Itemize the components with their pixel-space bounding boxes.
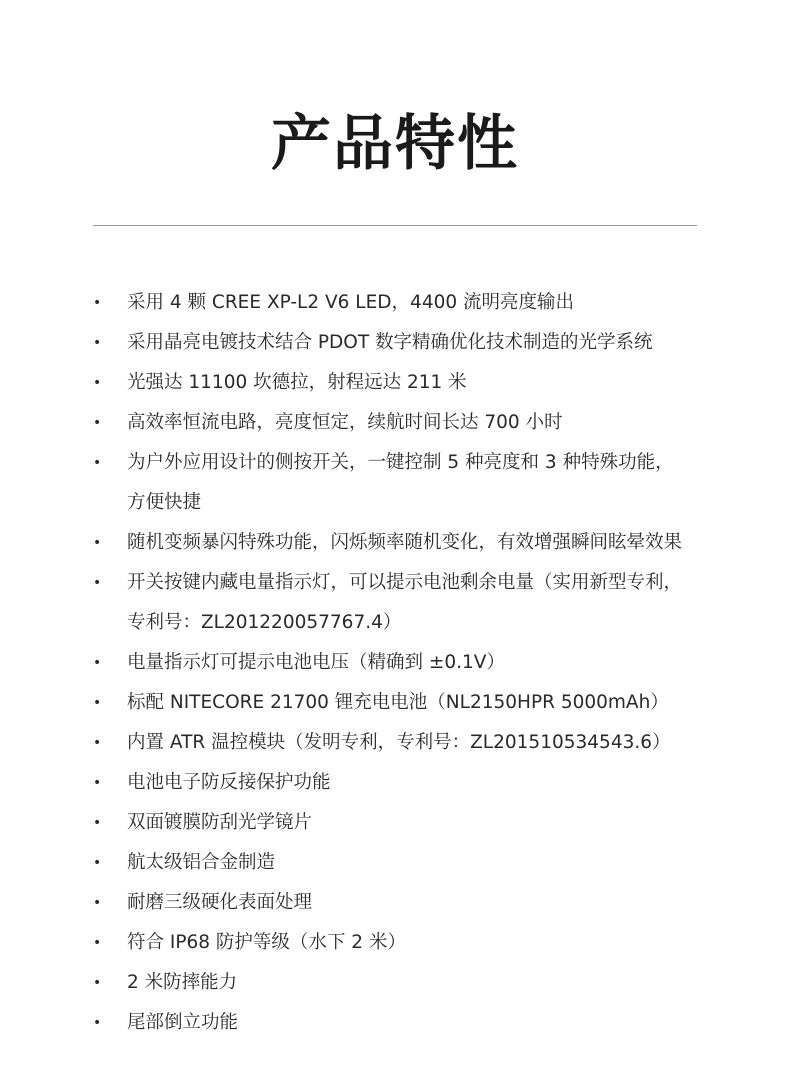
bullet-icon: •	[93, 815, 102, 831]
feature-item	[93, 923, 713, 963]
feature-text: 采用 4 颗 CREE XP-L2 V6 LED，4400 流明亮度输出	[127, 292, 575, 313]
feature-text: 2 米防摔能力	[127, 972, 238, 993]
feature-item	[93, 683, 713, 723]
feature-text-continued: 专利号：ZL201220057767.4）	[127, 612, 402, 633]
feature-text: 为户外应用设计的侧按开关，一键控制 5 种亮度和 3 种特殊功能，	[127, 452, 674, 473]
feature-item	[93, 323, 713, 363]
feature-text: 光强达 11100 坎德拉，射程远达 211 米	[127, 372, 467, 393]
bullet-icon: •	[93, 415, 102, 431]
feature-text: 符合 IP68 防护等级（水下 2 米）	[127, 932, 406, 953]
feature-text: 高效率恒流电路，亮度恒定，续航时间长达 700 小时	[127, 412, 563, 433]
feature-item	[93, 963, 713, 1003]
feature-item	[93, 763, 713, 803]
feature-text: 开关按键内藏电量指示灯，可以提示电池剩余电量（实用新型专利，	[127, 572, 683, 593]
feature-text: 标配 NITECORE 21700 锂充电电池（NL2150HPR 5000mAh）	[127, 692, 669, 713]
feature-item	[93, 803, 713, 843]
feature-item	[93, 523, 713, 563]
bullet-icon: •	[93, 895, 102, 911]
feature-item	[93, 843, 713, 883]
bullet-icon: •	[93, 695, 102, 711]
feature-item	[93, 643, 713, 683]
bullet-icon: •	[93, 535, 102, 551]
bullet-icon: •	[93, 975, 102, 991]
feature-text: 采用晶亮电镀技术结合 PDOT 数字精确优化技术制造的光学系统	[127, 332, 653, 353]
feature-text: 电量指示灯可提示电池电压（精确到 ±0.1V）	[127, 652, 505, 673]
feature-text-continued: 方便快捷	[127, 492, 202, 513]
bullet-icon: •	[93, 775, 102, 791]
feature-text: 内置 ATR 温控模块（发明专利，专利号：ZL201510534543.6）	[127, 732, 671, 753]
feature-text: 双面镀膜防刮光学镜片	[127, 812, 313, 833]
feature-text: 航太级铝合金制造	[127, 852, 276, 873]
feature-item	[93, 403, 713, 443]
bullet-icon: •	[93, 855, 102, 871]
feature-item	[93, 1003, 713, 1043]
feature-item	[93, 363, 713, 403]
feature-text: 尾部倒立功能	[127, 1012, 239, 1033]
feature-text: 电池电子防反接保护功能	[127, 772, 331, 793]
feature-item	[93, 443, 713, 523]
bullet-icon: •	[93, 375, 102, 391]
title-divider	[93, 225, 697, 226]
feature-item	[93, 283, 713, 323]
bullet-icon: •	[93, 295, 102, 311]
bullet-icon: •	[93, 735, 102, 751]
feature-item	[93, 563, 713, 643]
bullet-icon: •	[93, 455, 102, 471]
bullet-icon: •	[93, 1015, 102, 1031]
feature-item	[93, 723, 713, 763]
feature-list	[93, 283, 713, 1043]
bullet-icon: •	[93, 935, 102, 951]
feature-text: 随机变频暴闪特殊功能，闪烁频率随机变化，有效增强瞬间眩晕效果	[127, 532, 683, 553]
feature-text: 耐磨三级硬化表面处理	[127, 892, 313, 913]
page-title: 产品特性	[271, 109, 519, 179]
feature-item	[93, 883, 713, 923]
bullet-icon: •	[93, 335, 102, 351]
bullet-icon: •	[93, 575, 102, 591]
bullet-icon: •	[93, 655, 102, 671]
